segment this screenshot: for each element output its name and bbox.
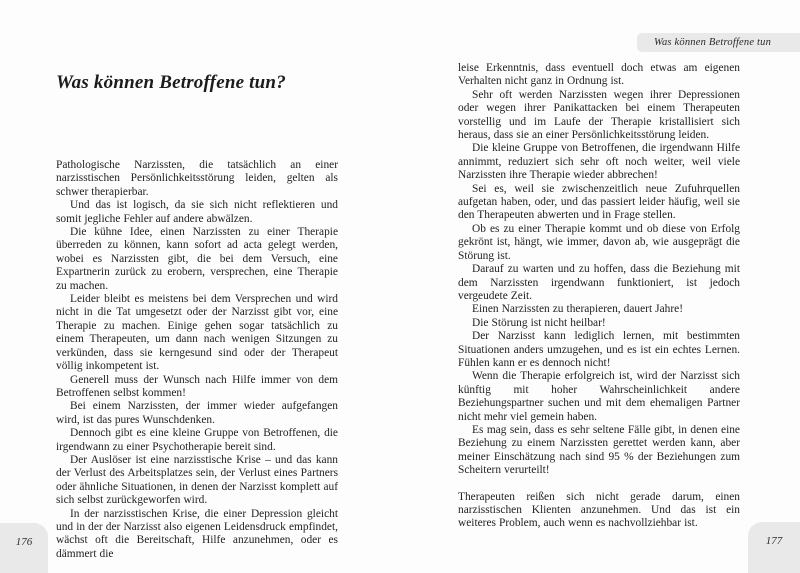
paragraph: In der narzisstischen Krise, die einer Depression gleicht und in der der Narzisst also eigenen Leidensdruck empfindet, wächst oft die Bereitschaft, Hilfe anzunehmen, oder es dämmert die <box>56 507 338 560</box>
page-number-tab-right <box>748 522 800 573</box>
paragraph: Der Auslöser ist eine narzisstische Krise – und das kann der Verlust des Arbeitsplatzes sein, der Verlust eines Partners oder ähnliche Situationen, in denen der Narzisst komplett auf sich selbst zurückgeworfen wird. <box>56 453 338 507</box>
paragraph: Sehr oft werden Narzissten wegen ihrer Depressionen oder wegen ihrer Panikattacken bei einem Therapeuten vorstellig und im Laufe der Therapie kristallisiert sich heraus, dass sie an einer Persönlichkeitsstörung leiden. <box>458 88 740 142</box>
paragraph: Die kühne Idee, einen Narzissten zu einer Therapie überreden zu können, kann sofort ad acta gelegt werden, wobei es Narzissten gibt, die bei dem Versuch, eine Expartnerin zurück zu erobern, versprechen, eine Therapie zu machen. <box>56 226 338 292</box>
paragraph: Dennoch gibt es eine kleine Gruppe von Betroffenen, die irgendwann zu einer Psychotherapie bereit sind. <box>56 427 338 453</box>
paragraph: leise Erkenntnis, dass eventuell doch etwas am eigenen Verhalten nicht ganz in Ordnung ist. <box>458 62 740 88</box>
page-number-right: 177 <box>765 535 783 547</box>
page-number-left: 176 <box>15 536 33 548</box>
paragraph: Und das ist logisch, da sie sich nicht reflektieren und somit jegliche Fehler auf andere abwälzen. <box>56 199 338 225</box>
paragraph: Einen Narzissten zu therapieren, dauert Jahre! <box>472 303 683 316</box>
chapter-heading: Was können Betroffene tun? <box>56 71 286 93</box>
left-page-text-column <box>56 159 338 561</box>
paragraph: Darauf zu warten und zu hoffen, dass die Beziehung mit dem Narzissten irgendwann funktioniert, ist jedoch vergeudete Zeit. <box>458 263 740 302</box>
page-number-tab-left <box>0 523 48 573</box>
right-page-text-column <box>458 62 740 531</box>
paragraph: Der Narzisst kann lediglich lernen, mit bestimmten Situationen anders umzugehen, und es ist ein echtes Lernen. Fühlen kann er es dennoch nicht! <box>458 330 740 369</box>
paragraph: Leider bleibt es meistens bei dem Versprechen und wird nicht in die Tat umgesetzt oder der Narzisst gibt vor, eine Therapie zu machen. Einige gehen sogar tatsächlich zu einem Therapeuten, um dann nach wenigen Sitzungen zu verkünden, dass sie kerngesund sind oder der Therapeut völlig inkompetent ist. <box>56 293 338 373</box>
running-header-text: Was können Betroffene tun <box>654 37 772 48</box>
paragraph: Wenn die Therapie erfolgreich ist, wird der Narzisst sich künftig mit hoher Wahrscheinlichkeit andere Beziehungspartner suchen und mit dem ehemaligen Partner nicht mehr viel gemein haben. <box>458 370 740 423</box>
paragraph: Sei es, weil sie zwischenzeitlich neue Zufuhrquellen aufgetan haben, oder, und das passiert leider häufig, weil sie den Therapeuten abwerten und in Frage stellen. <box>458 182 740 222</box>
paragraph: Generell muss der Wunsch nach Hilfe immer von dem Betroffenen selbst kommen! <box>56 373 338 399</box>
paragraph: Pathologische Narzissten, die tatsächlich an einer narzisstischen Persönlichkeitsstörung leiden, gelten als schwer therapierbar. <box>56 159 338 198</box>
paragraph: Es mag sein, dass es sehr seltene Fälle gibt, in denen eine Beziehung zu einem Narzissten gerettet werden kann, aber meiner Einschätzung nach sind 95 % der Beziehungen zum Scheitern verurteilt! <box>458 423 740 477</box>
paragraph: Die Störung ist nicht heilbar! <box>472 316 606 329</box>
paragraph: Bei einem Narzissten, der immer wieder aufgefangen wird, ist das pures Wunschdenken. <box>56 400 338 426</box>
paragraph: Therapeuten reißen sich nicht gerade darum, einen narzisstischen Klienten anzunehmen. Und das ist ein weiteres Problem, auch wenn es nachvollziehbar ist. <box>458 490 740 530</box>
paragraph: Ob es zu einer Therapie kommt und ob diese von Erfolg gekrönt ist, hängt, wie immer, davon ab, wie ausgeprägt die Störung ist. <box>458 222 740 262</box>
running-header-bar <box>637 33 800 52</box>
paragraph: Die kleine Gruppe von Betroffenen, die irgendwann Hilfe annimmt, reduziert sich sehr oft noch weiter, weil viele Narzissten ihre Therapie wieder abbrechen! <box>458 142 740 182</box>
